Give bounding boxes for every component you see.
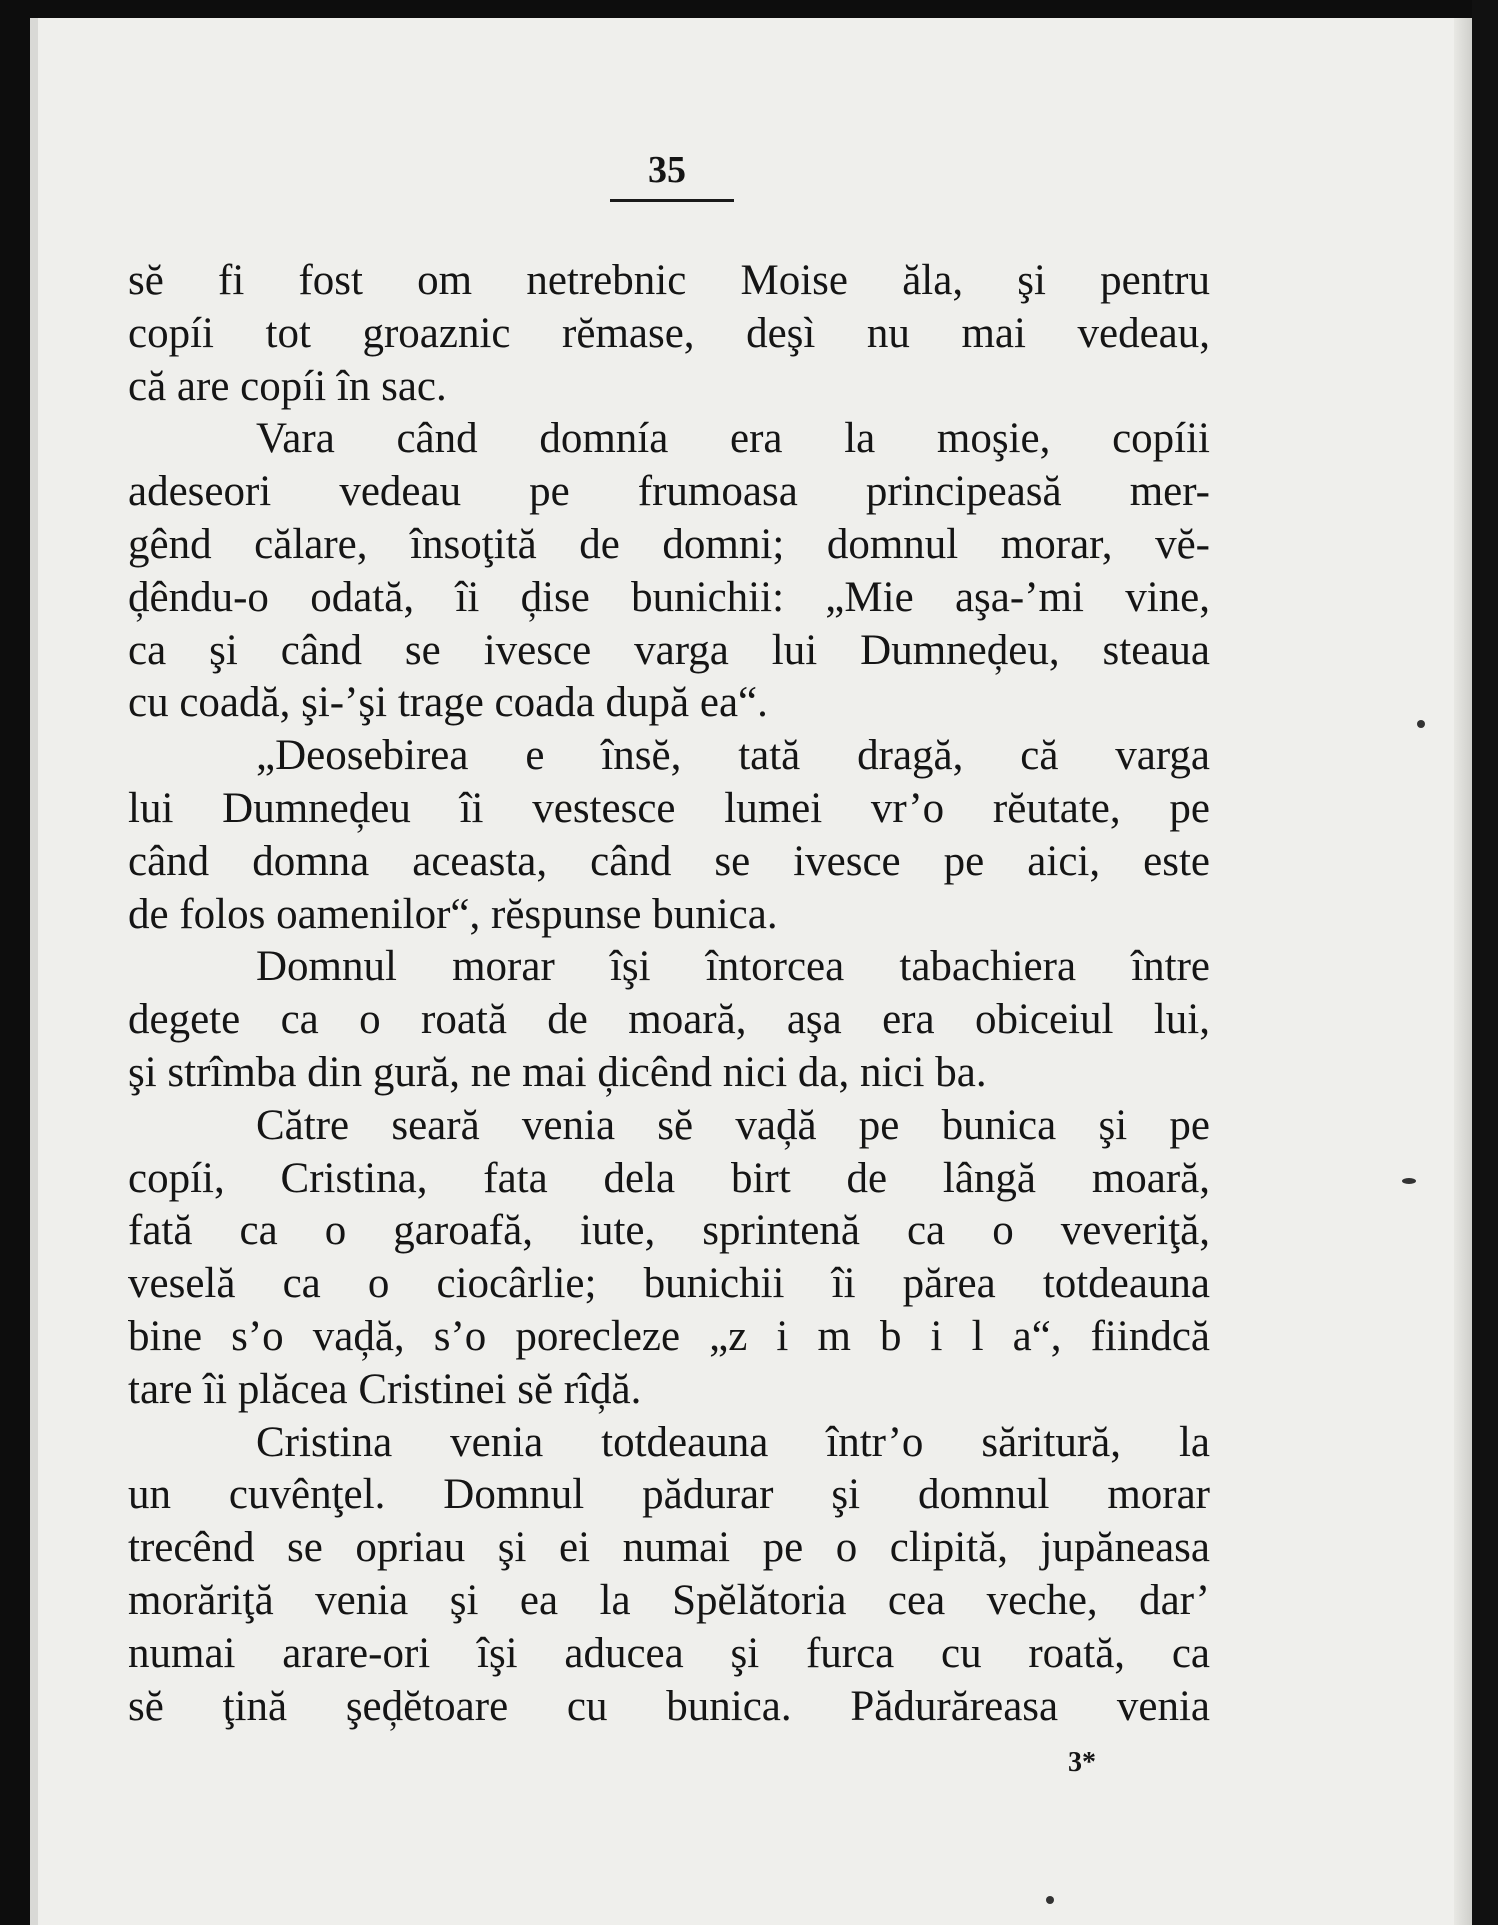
text-line: că are copíi în sac. [128, 362, 447, 410]
text-line: şi strîmba din gură, ne mai ḑicênd nici da, nici ba. [128, 1048, 987, 1096]
scan-right-border [1472, 0, 1498, 1925]
text-line: fată ca o garoafă, iute, sprintenă ca o veveriţă, [128, 1207, 1210, 1255]
text-line: adeseori vedeau pe frumoasa principeasă mer- [128, 468, 1210, 516]
scan-top-border [0, 0, 1498, 18]
text-line: un cuvênţel. Domnul pădurar şi domnul morar [128, 1471, 1210, 1519]
page-number-rule [610, 199, 734, 202]
text-line: cu coadă, şi-’şi trage coada după ea“. [128, 679, 768, 727]
text-line: degete ca o roată de moară, aşa era obiceiul lui, [128, 996, 1210, 1044]
text-line: Vara când domnía era la moşie, copíii [256, 415, 1210, 463]
scan-left-border [0, 0, 30, 1925]
text-line: lui Dumneḑeu îi vestesce lumei vr’o rĕutate, pe [128, 784, 1210, 832]
text-line: morăriţă venia şi ea la Spĕlătoria cea veche, dar’ [128, 1576, 1210, 1624]
text-line: Domnul morar îşi întorcea tabachiera între [256, 943, 1210, 991]
text-line: ḑêndu-o odată, îi ḑise bunichii: „Mie aşa-’mi vine, [128, 573, 1210, 621]
text-line: bine s’o vaḑă, s’o porecleze „z i m b i l a“, fiindcă [128, 1312, 1210, 1360]
text-line: copíi tot groaznic rĕmase, deşì nu mai vedeau, [128, 309, 1210, 357]
page-number: 35 [648, 149, 686, 191]
text-line: când domna aceasta, când se ivesce pe aici, este [128, 837, 1210, 885]
text-line: Către seară venia sĕ vaḑă pe bunica şi pe [256, 1101, 1210, 1149]
signature-mark: 3* [1068, 1747, 1096, 1778]
text-line: numai arare-ori îşi aducea şi furca cu roată, ca [128, 1629, 1210, 1677]
text-line: gênd călare, însoţită de domni; domnul morar, vĕ- [128, 520, 1210, 568]
text-line: de folos oamenilor“, rĕspunse bunica. [128, 890, 778, 938]
scan-speck [1417, 720, 1425, 728]
text-line: sĕ fi fost om netrebnic Moise ăla, şi pentru [128, 257, 1210, 304]
text-line: sĕ ţină şeḑĕtoare cu bunica. Pădurăreasa venia [128, 1682, 1210, 1730]
text-line: veselă ca o ciocârlie; bunichii îi părea totdeauna [128, 1260, 1210, 1308]
page-left-edge [30, 18, 38, 1925]
text-line: tare îi plăcea Cristinei sĕ rîḑă. [128, 1365, 642, 1413]
body-text [128, 255, 1210, 1733]
text-line: trecênd se opriau şi ei numai pe o clipită, jupăneasa [128, 1524, 1210, 1572]
text-line: Cristina venia totdeauna într’o săritură, la [256, 1418, 1210, 1466]
text-line: copíi, Cristina, fata dela birt de lângă moară, [128, 1154, 1210, 1202]
page-right-edge [1454, 18, 1472, 1925]
scan-speck [1046, 1896, 1054, 1904]
text-line: „Deosebirea e însĕ, tată dragă, că varga [256, 732, 1210, 780]
text-line: ca şi când se ivesce varga lui Dumneḑeu, steaua [128, 626, 1210, 674]
scan-speck [1402, 1178, 1416, 1184]
